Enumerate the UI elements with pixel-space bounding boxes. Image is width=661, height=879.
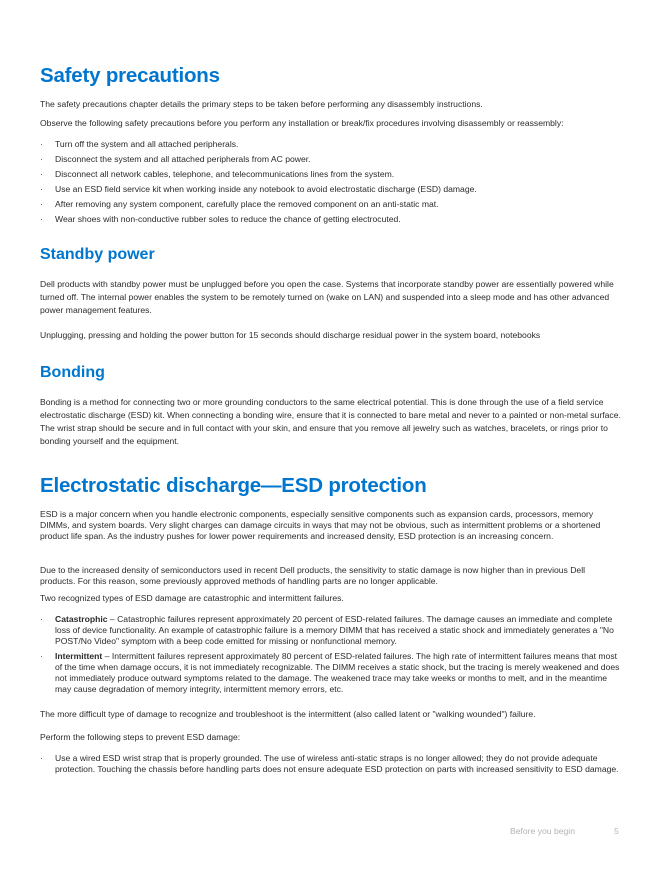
term-intermittent: Intermittent — [55, 650, 103, 661]
esd-types-list — [40, 614, 622, 695]
heading-bonding: Bonding — [40, 364, 105, 381]
safety-list — [40, 137, 622, 227]
list-item: · Turn off the system and all attached peripherals. — [40, 139, 239, 149]
list-item: · Disconnect all network cables, telephone, and telecommunications lines from the system. — [40, 169, 395, 179]
standby-paragraph-1: Dell products with standby power must be unplugged before you open the case. Systems that incorporate standby power are essentially powered while turned off. The internal power enables the system to be remotely turned on (wake on LAN) and suspended into a sleep mode and has other advanced power management features. — [40, 279, 614, 315]
list-item: · Disconnect the system and all attached peripherals from AC power. — [40, 154, 311, 164]
list-item: · Use an ESD field service kit when working inside any notebook to avoid electrostatic discharge (ESD) damage. — [40, 184, 477, 194]
list-item: · Use a wired ESD wrist strap that is properly grounded. The use of wireless anti-static straps is no longer allowed; they do not provide adequate protection. Touching the chassis before handling parts does not ensure adequate ESD protection on parts with increased sensitivity to ESD damage. — [40, 753, 619, 775]
footer-page-number: 5 — [614, 826, 619, 836]
heading-standby-power: Standby power — [40, 246, 155, 263]
esd-paragraph-1: ESD is a major concern when you handle electronic components, especially sensitive components such as expansion cards, processors, memory DIMMs, and system boards. Very slight charges can damage circuits in ways that may not be obvious, such as intermittent problems or a shortened product life span. As the industry pushes for lower power requirements and increased density, ESD protection is an increasing concern. — [40, 509, 601, 541]
list-item: · Catastrophic – Catastrophic failures represent approximately 20 percent of ESD-related failures. The damage causes an immediate and complete loss of device functionality. An example of catastrophic failure is a memory DIMM that has received a static shock and immediately generates a "No POST/No Video" symptom with a beep code emitted for missing or nonfunctional memory. — [40, 614, 614, 647]
term-catastrophic: Catastrophic — [55, 614, 108, 624]
esd-paragraph-2: Due to the increased density of semiconductors used in recent Dell products, the sensitivity to static damage is now higher than in previous Dell products. For this reason, some previously approved methods of handling parts are no longer applicable. — [40, 565, 586, 586]
esd-steps-list — [40, 753, 622, 775]
heading-safety-precautions: Safety precautions — [40, 64, 220, 87]
list-item: · Wear shoes with non-conductive rubber soles to reduce the chance of getting electrocuted. — [40, 214, 401, 224]
esd-paragraph-5: Perform the following steps to prevent ESD damage: — [40, 732, 241, 742]
bonding-paragraph: Bonding is a method for connecting two or more grounding conductors to the same electrical potential. This is done through the use of a field service electrostatic discharge (ESD) kit. When connecting a bonding wire, ensure that it is connected to bare metal and never to a painted or non-metal surface. The wrist strap should be secure and in full contact with your skin, and ensure that you remove all jewelry such as watches, bracelets, or rings prior to bonding yourself and the equipment. — [40, 397, 621, 446]
heading-esd-protection: Electrostatic discharge—ESD protection — [40, 474, 427, 497]
esd-paragraph-4: The more difficult type of damage to recognize and troubleshoot is the intermittent (also called latent or "walking wounded") failure. — [40, 709, 536, 719]
footer-section-title: Before you begin — [510, 826, 575, 836]
esd-paragraph-3: Two recognized types of ESD damage are catastrophic and intermittent failures. — [40, 593, 344, 603]
standby-paragraph-2: Unplugging, pressing and holding the power button for 15 seconds should discharge residual power in the system board, notebooks — [40, 330, 541, 340]
list-item: · Intermittent – Intermittent failures represent approximately 80 percent of ESD-related failures. The high rate of intermittent failures means that most of the time when damage occurs, it is not immediately recognizable. The DIMM receives a static shock, but the tracing is merely weakened and does not immediately produce outward symptoms related to the damage. The weakened trace may take weeks or months to melt, and in the meantime may cause degradation of memory integrity, intermittent memory errors, etc. — [40, 650, 620, 695]
safety-observe: Observe the following safety precautions before you perform any installation or break/fix procedures involving disassembly or reassembly: — [40, 118, 564, 128]
list-item: · After removing any system component, carefully place the removed component on an anti-static mat. — [40, 199, 439, 209]
safety-intro: The safety precautions chapter details the primary steps to be taken before performing any disassembly instructions. — [40, 99, 483, 109]
